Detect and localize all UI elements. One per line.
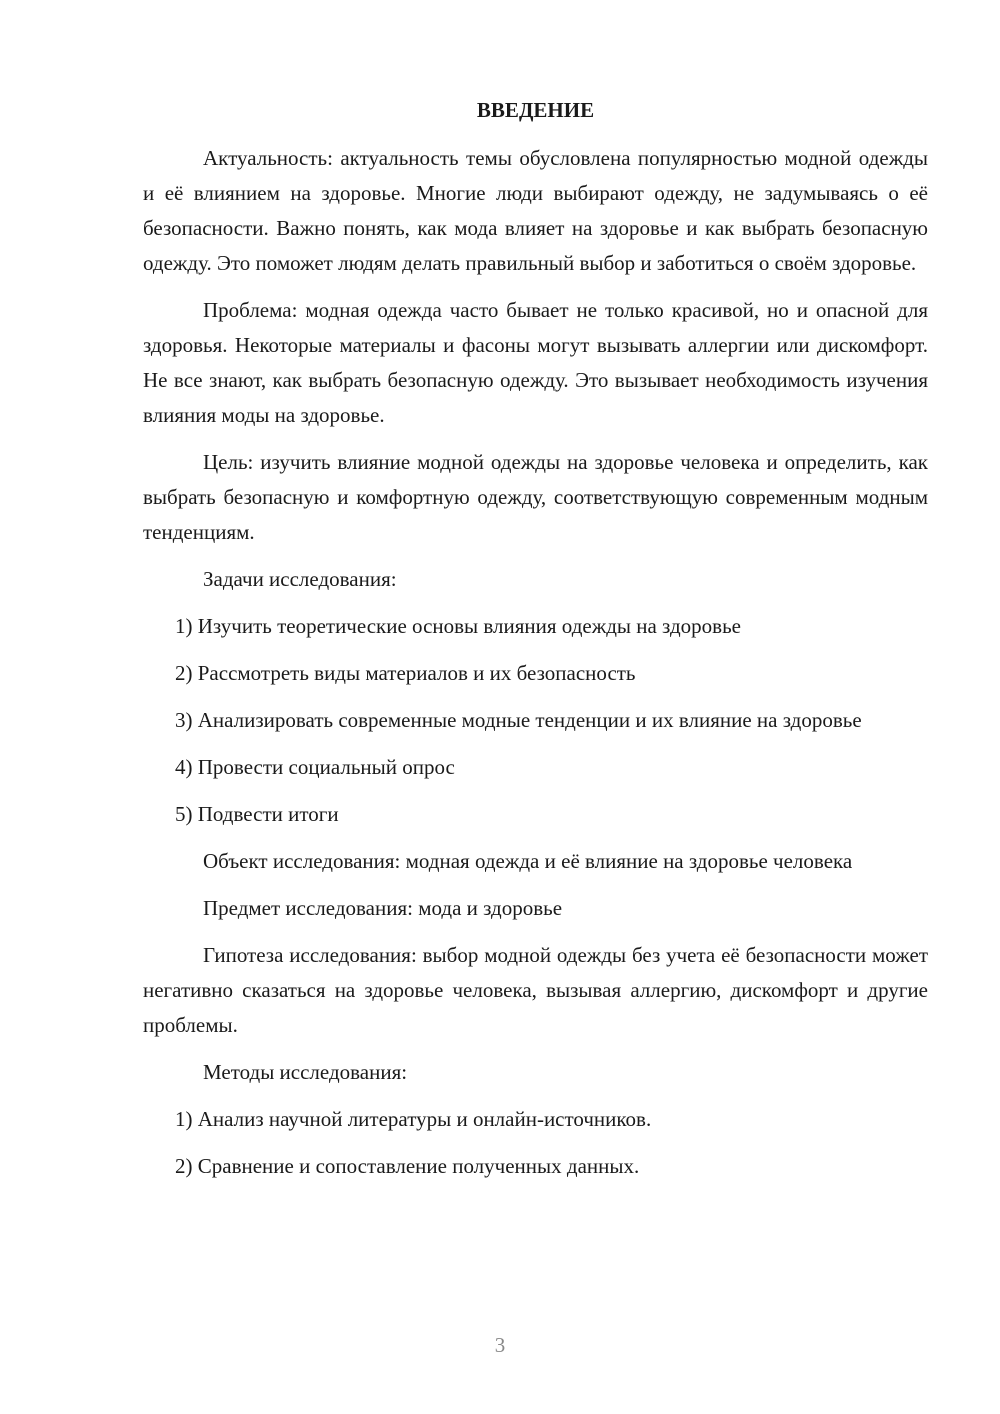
section-title: ВВЕДЕНИЕ (476, 98, 595, 122)
task-item: 5) Подвести итоги (175, 802, 339, 826)
goal-paragraph: Цель: изучить влияние модной одежды на здоровье человека и определить, как выбрать безопасную и комфортную одежду, соответствующую современным модным тенденциям. (143, 450, 928, 544)
hypothesis-paragraph: Гипотеза исследования: выбор модной одежды без учета её безопасности может негативно сказаться на здоровье человека, вызывая аллергию, дискомфорт и другие проблемы. (143, 943, 928, 1037)
subject-paragraph: Предмет исследования: мода и здоровье (203, 896, 563, 920)
page-number: 3 (494, 1333, 506, 1357)
tasks-heading: Задачи исследования: (203, 567, 397, 591)
object-paragraph: Объект исследования: модная одежда и её влияние на здоровье человека (203, 849, 853, 873)
task-item: 1) Изучить теоретические основы влияния одежды на здоровье (175, 614, 741, 638)
task-item: 2) Рассмотреть виды материалов и их безопасность (175, 661, 636, 685)
methods-heading: Методы исследования: (203, 1060, 408, 1084)
relevance-paragraph: Актуальность: актуальность темы обусловлена популярностью модной одежды и её влиянием на здоровье. Многие люди выбирают одежду, не задумываясь о её безопасности. Важно понять, как мода влияет на здоровье и как выбрать безопасную одежду. Это поможет людям делать правильный выбор и заботиться о своём здоровье. (143, 146, 928, 275)
method-item: 2) Сравнение и сопоставление полученных данных. (175, 1154, 640, 1178)
document-page (143, 93, 928, 1196)
problem-paragraph: Проблема: модная одежда часто бывает не только красивой, но и опасной для здоровья. Некоторые материалы и фасоны могут вызывать аллергии или дискомфорт. Не все знают, как выбрать безопасную одежду. Это вызывает необходимость изучения влияния моды на здоровье. (143, 298, 928, 427)
method-item: 1) Анализ научной литературы и онлайн-источников. (175, 1107, 652, 1131)
task-item: 3) Анализировать современные модные тенденции и их влияние на здоровье (175, 708, 862, 732)
task-item: 4) Провести социальный опрос (175, 755, 455, 779)
